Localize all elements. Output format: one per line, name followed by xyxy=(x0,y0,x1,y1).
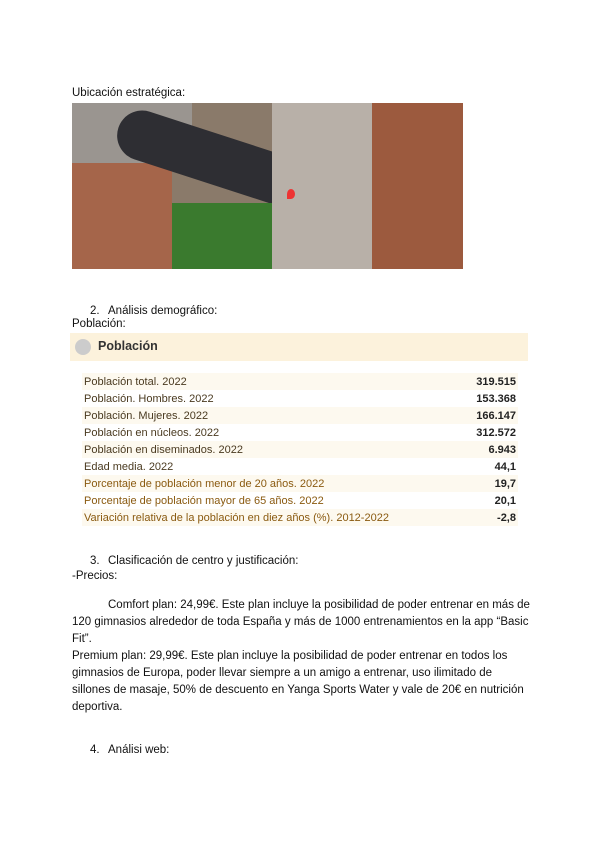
row-value: -2,8 xyxy=(497,511,516,524)
table-row xyxy=(82,458,518,475)
table-row xyxy=(82,492,518,509)
row-label: Variación relativa de la población en diez años (%). 2012-2022 xyxy=(84,511,389,524)
row-value: 319.515 xyxy=(476,375,516,388)
section-2-number: 2. xyxy=(90,305,100,317)
table-row xyxy=(82,475,518,492)
row-label: Porcentaje de población menor de 20 años. 2022 xyxy=(84,477,325,490)
row-value: 20,1 xyxy=(494,494,516,507)
row-label: Porcentaje de población mayor de 65 años. 2022 xyxy=(84,494,324,507)
comfort-plan-paragraph: Comfort plan: 24,99€. Este plan incluye la posibilidad de poder entrenar en más de 120 gimnasios alrededor de toda España y más de 1000 entrenamientos en la app “Basic Fit”. xyxy=(72,599,530,645)
row-value: 153.368 xyxy=(476,392,516,405)
table-row xyxy=(82,407,518,424)
section-4-title: Análisi web: xyxy=(108,744,170,756)
premium-plan-paragraph: Premium plan: 29,99€. Este plan incluye la posibilidad de poder entrenar en todos los gimnasios de Europa, poder llevar siempre a un amigo a entrenar, uso ilimitado de sillones de masaje, 50% de descuento en Yanga Sports Water y vale de 20€ en nutrición deportiva. xyxy=(72,650,524,713)
row-label: Población. Hombres. 2022 xyxy=(84,392,214,405)
poblacion-label: Población: xyxy=(72,318,126,330)
precios-label: -Precios: xyxy=(72,570,118,582)
row-label: Población en núcleos. 2022 xyxy=(84,426,220,439)
row-value: 44,1 xyxy=(494,460,516,473)
row-label: Población en diseminados. 2022 xyxy=(84,443,244,456)
user-icon xyxy=(75,339,91,355)
section-2-title: Análisis demográfico: xyxy=(108,305,218,317)
population-table xyxy=(82,373,518,526)
population-table-header xyxy=(70,333,528,361)
row-value: 6.943 xyxy=(488,443,516,456)
satellite-map-image xyxy=(72,103,463,269)
table-row xyxy=(82,441,518,458)
row-value: 19,7 xyxy=(494,477,516,490)
section-3-title: Clasificación de centro y justificación: xyxy=(108,555,299,567)
section-4-number: 4. xyxy=(90,744,100,756)
table-row xyxy=(82,373,518,390)
population-table-title: Población xyxy=(98,339,158,353)
table-row xyxy=(82,424,518,441)
table-row xyxy=(82,509,518,526)
row-label: Edad media. 2022 xyxy=(84,460,174,473)
location-pin-icon xyxy=(287,189,295,199)
table-row xyxy=(82,390,518,407)
row-label: Población. Mujeres. 2022 xyxy=(84,409,209,422)
row-value: 312.572 xyxy=(476,426,516,439)
row-value: 166.147 xyxy=(476,409,516,422)
location-label: Ubicación estratégica: xyxy=(72,87,186,99)
section-3-number: 3. xyxy=(90,555,100,567)
row-label: Población total. 2022 xyxy=(84,375,187,388)
